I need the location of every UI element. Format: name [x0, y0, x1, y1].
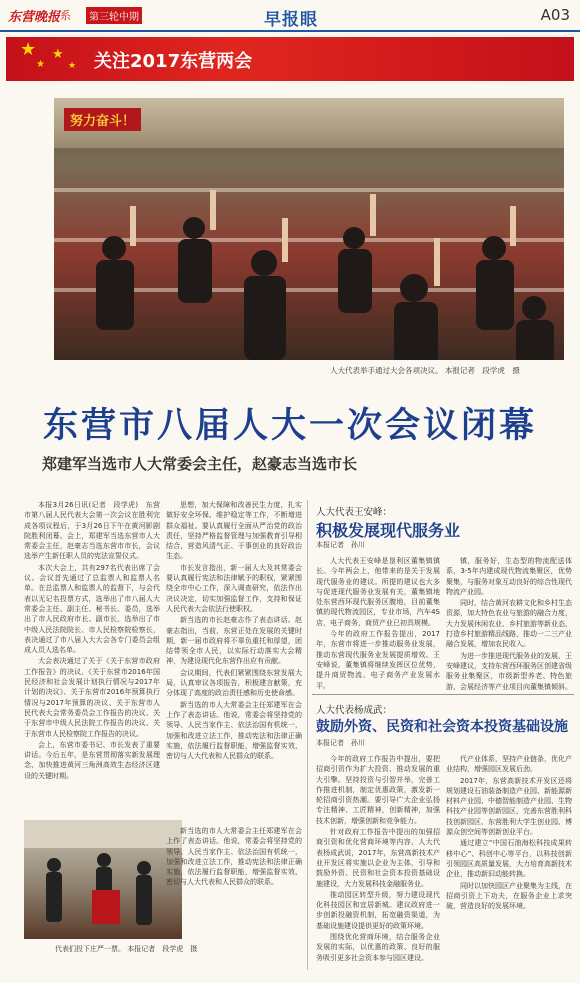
paragraph: 大会表决通过了关于《关于东营市政府工作报告》的决议、《关于东营市2016年国民经济和社会发展计划执行情况与2017年计划的决议》、关于东营市2016年预算执行情况与2017年预算的决议、关于东营市人民代表大会常务委员会工作报告的决议、关于东营市中级人民法院工作报告的决议、关于东营市人民检察院工作报告的决议。	[24, 657, 160, 738]
photo-slogan: 努力奋斗！	[64, 108, 141, 131]
star-icon: ★	[36, 59, 45, 70]
photo-caption: 人大代表举手通过大会各项决议。 本报记者 段学虎 摄	[330, 366, 520, 375]
story1-byline: 本报记者 孙川	[316, 541, 365, 549]
story2-headline: 鼓励外资、民资和社会资本投资基础设施	[316, 719, 568, 735]
banner-title: 关注2017东营两会	[94, 51, 253, 72]
paragraph: 今年的政府工作报告提出，2017年，东营市将进一步推动服务业发展，推动东营现代服务业发展提质增效。王安峰说，董集镇将继续发挥区位优势，提升商贸物流、电子商务产业发展水平。	[316, 630, 440, 690]
story1-column-2	[446, 556, 572, 690]
star-icon: ★	[52, 47, 64, 62]
voting-photo	[24, 820, 182, 939]
paragraph: 镇，服务好，生态型的物流配送体系，3-5年内建成现代物流集聚区，优势聚集，与服务对象互动良好的综合性现代物流产业园。	[446, 557, 572, 596]
article-subhead: 郑建军当选市人大常委会主任，赵豪志当选市长	[42, 455, 358, 473]
story1-kicker: 人大代表王安峰：	[316, 507, 393, 518]
logo-badge: 第三轮中期	[86, 7, 142, 24]
paragraph: 会议期间，代表们紧紧围绕东营发展大局，认真审议各项报告，积极建言献策，充分体现了高度的政治责任感和历史使命感。	[166, 668, 302, 698]
paragraph: 2017年，东营高新技术开发区还将规划建设石油装备制造产业园、新能源新材料产业园、中德智能制造产业园、生物科技产业园等创新园区，完善东营胜利科技创新园区、东营胜利大学生创业园、博源众创空间等创新创业平台。	[446, 776, 572, 837]
story1-headline: 积极发展现代服务业	[316, 521, 461, 540]
paragraph: 推动园区转型升级，努力建设现代化科技园区和宜居新城。建议政府进一步创新投融资机制，拓宽融资渠道，为基础设施建设提供更好的政策环境。	[316, 890, 440, 930]
story1-column-1	[316, 556, 440, 690]
paragraph: 本报3月26日讯(记者 段学虎) 东营市第八届人民代表大会第一次会议在胜利完成各项议程后，于3月26日下午在黄河影剧院胜利闭幕。会上，郑建军当选东营市人大常委会主任，赵豪志当选东营市市长，会议选举产生新任职人员的宪法宣誓仪式。	[24, 501, 160, 561]
topic-banner	[6, 37, 574, 81]
story2-kicker: 人大代表杨成武：	[316, 705, 393, 716]
article-column-2	[166, 500, 302, 820]
story2-byline: 本报记者 孙川	[316, 739, 365, 747]
paragraph: 为进一步推进现代服务业的发展，王安峰建议，支持东营西环服务区创建省级服务业集聚区，市级新型养老、特色旅游、会展经济等产业项目向董集镇倾斜。	[446, 651, 572, 690]
delegates-figures	[54, 98, 564, 360]
story-separator	[312, 694, 574, 695]
paragraph: 会上，东营市委书记、市长发表了重要讲话。今后五年，是东营贯彻落实新发展理念、加快推进黄河三角洲高效生态经济区建设的关键时期。	[24, 740, 160, 780]
star-icon: ★	[20, 39, 37, 60]
paragraph: 通过建立“中国石油海松科技成果转移中心”、科创中心等平台，以科技创新引领园区高质量发展，大力培育高新技术企业，推动新旧动能转换。	[446, 839, 572, 879]
photo2-caption: 代表们投下庄严一票。 本报记者 段学虎 摄	[55, 945, 198, 953]
section-title: 早报眼	[264, 10, 318, 30]
star-icon: ★	[68, 61, 77, 71]
logo-series: 系	[60, 9, 71, 22]
paragraph: 人大代表王安峰是垦利区董集镇镇长。今年两会上，他带来的是关于发展现代服务业的建议。所提的建议也大多与促进现代服务业发展有关，董集镇地处东营西环现代服务区腹地，目前董集镇的现代物流园区，专业市场，汽车4S店，电子商务，商贸产业已初具规模。	[316, 557, 440, 627]
paragraph: 同时，结合黄河农耕文化和乡村生态资源，加大特色农业与旅游的融合力度，大力发展休闲农业、乡村旅游等新业态，打造乡村旅游精品线路，推动一二三产业融合发展，增加农民收入。	[446, 599, 572, 649]
paragraph: 市长发言指出，新一届人大及其常委会要认真履行宪法和法律赋予的职权，紧紧围绕全市中心工作，深入调查研究，依法作出决议决定，切实加强监督工作，支持和保证人民代表大会依法行使职权。	[166, 563, 302, 613]
page-number: A03	[540, 6, 570, 24]
ballot-box	[92, 890, 120, 924]
newspaper-logo: 东营晚报	[8, 10, 61, 25]
column-divider	[307, 500, 308, 970]
paragraph: 新当选的市人大常委会主任郑建军在会上作了表态讲话。他说，常委会将坚持党的领导、人民当家作主、依法治国有机统一，加强和改进立法工作，推动宪法和法律正确实施，依法履行监督职能，增强监督实效，密切与人大代表和人民群众的联系。	[166, 827, 302, 887]
article-headline: 东营市八届人大一次会议闭幕	[42, 406, 537, 446]
header-rule	[0, 30, 580, 32]
paragraph: 思想，加大保障和改善民生力度，扎实做好安全环保、维护稳定等工作，不断增进群众福祉。要认真履行全面从严治党的政治责任，坚持严格监督管理与加强教育引导相结合，营造风清气正、干事创业的良好政治生态。	[166, 501, 302, 561]
paragraph: 针对政府工作报告中提出的加强招商引资和优化营商环境等内容，人大代表杨成武说，2017年，东营高新技术产业开发区将实施以企业为主体，引导和鼓励外资、民资和社会资本投资基础设施建设，大力发展科技金融服务业。	[316, 828, 440, 888]
page-header	[0, 0, 580, 34]
paragraph: 新当选的市长赵豪志作了表态讲话。赵豪志指出，当前，东营正处在发展的关键时期，新一届市政府将不辜负重托和厚望，团结带领全市人民，以实际行动落实大会精神，为建设现代化东营作出应有贡献。	[166, 616, 302, 666]
story2-column-1	[316, 754, 440, 972]
paragraph: 本次大会上，共有297名代表出席了会议。会议首先通过了总监票人和监票人名单。在总监票人和监票人的监督下，与会代表以无记名投票方式，选举出了市八届人大常委会主任、副主任、秘书长、委员，选举出了市人民政府市长、副市长，选举出了市中级人民法院院长、市人民检察院检察长，表决通过了市八届人大大会各专门委员会组成人员人选名单。	[24, 563, 160, 655]
story2-column-2	[446, 754, 572, 972]
paragraph: 代产业体系，坚持产业链条，优化产业结构，增强园区发展后劲。	[446, 755, 572, 774]
meeting-photo	[54, 98, 564, 360]
paragraph: 围绕优化营商环境，结合服务企业发展的实际，以优惠的政策、良好的服务吸引更多社会资本参与园区建设。	[316, 933, 440, 962]
paragraph: 今年的政府工作报告中提出，要把招商引资作为扩大投资、推动发展的重大引擎。坚持投资与引智并举，完善工作推进机制，制定优惠政策，激发新一轮招商引资热潮。要引导广大企业弘扬专注精神、工匠精神，创新精神，加强技术创新，增强创新和竞争能力。	[316, 755, 440, 825]
article-column-2-cont	[166, 826, 302, 946]
article-column-1	[24, 500, 160, 782]
paragraph: 同时以加快园区产业聚集为主线，在招商引资上下功夫，在服务企业上求突破，营造良好的发展环境。	[446, 881, 572, 911]
paragraph: 新当选的市人大常委会主任郑建军在会上作了表态讲话。他说，常委会将坚持党的领导、人民当家作主、依法治国有机统一，加强和改进立法工作，推动宪法和法律正确实施，依法履行监督职能，增强监督实效，密切与人大代表和人民群众的联系。	[166, 700, 302, 761]
